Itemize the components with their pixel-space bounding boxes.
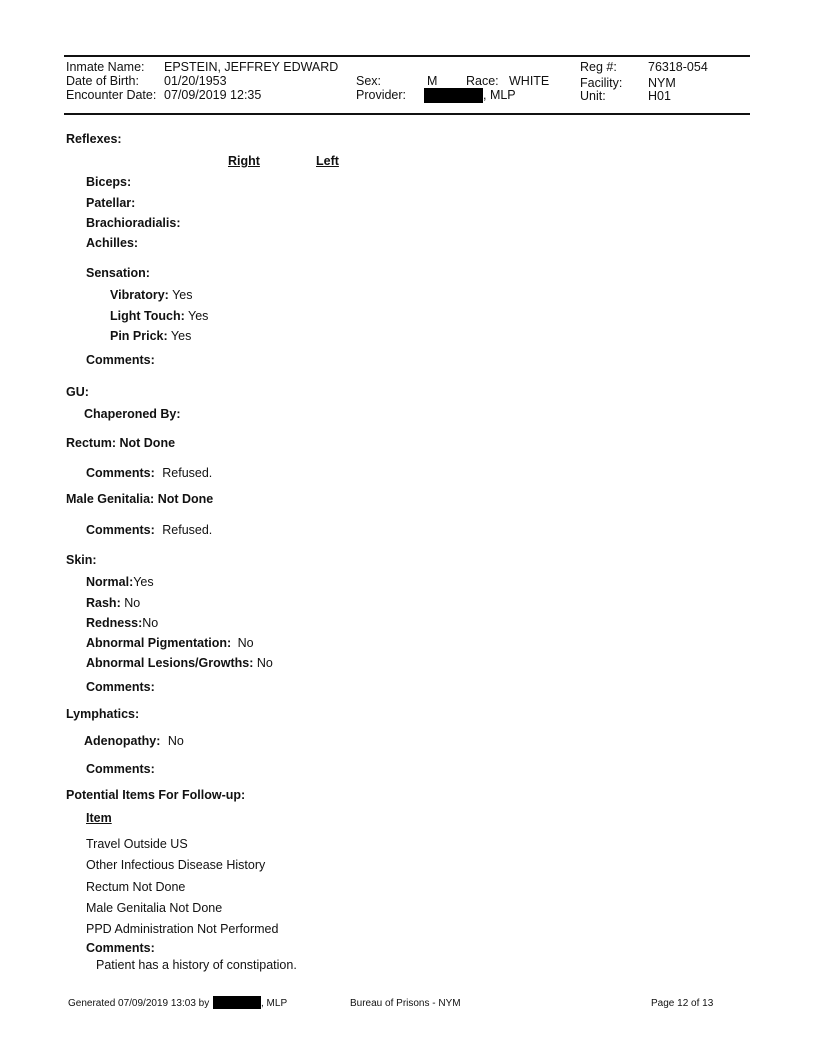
sensation-vibratory [110,288,192,302]
reg-value: 76318-054 [648,60,708,74]
skin-abnormal-lesions-value: No [256,656,273,670]
rectum-title: Rectum: Not Done [66,436,176,450]
inmate-name: EPSTEIN, JEFFREY EDWARD [164,60,339,74]
lymphatics-adenopathy [84,734,184,748]
footer-agency: Bureau of Prisons - NYM [350,998,461,1009]
sex-value: M [427,74,438,88]
facility-label: Facility: [580,76,623,90]
sensation-pin-prick [110,329,191,343]
reflexes-title: Reflexes: [66,132,122,146]
reflex-row-brachioradialis: Brachioradialis: [86,216,181,230]
skin-rash-value: No [124,596,141,610]
skin-rash [86,596,140,610]
race-value: WHITE [509,74,550,88]
skin-abnormal-lesions-label: Abnormal Lesions/Growths: [86,656,254,670]
lymphatics-comments-label: Comments: [86,762,155,776]
footer-generated-suffix: , MLP [261,998,288,1009]
lymphatics-adenopathy-value: No [167,734,184,748]
header-bottom-rule [64,113,750,115]
skin-redness-value: No [142,616,159,630]
sensation-title: Sensation: [86,266,150,280]
facility-value: NYM [648,76,676,90]
followup-title: Potential Items For Follow-up: [66,788,246,802]
header-top-rule [64,55,750,57]
sensation-comments-label: Comments: [86,353,155,367]
male-genitalia-title: Male Genitalia: Not Done [66,492,214,506]
sensation-light-touch-label: Light Touch: [110,309,185,323]
provider-redaction [424,88,483,103]
unit-value: H01 [648,89,671,103]
male-genitalia-comments-label: Comments: [86,523,155,537]
skin-rash-label: Rash: [86,596,121,610]
lymphatics-title: Lymphatics: [66,707,140,721]
reflexes-col-right: Right [228,154,260,168]
unit-label: Unit: [580,89,606,103]
followup-column-header: Item [86,811,112,825]
footer-page-number: Page 12 of 13 [651,998,714,1009]
reflexes-col-left: Left [316,154,339,168]
encounter-date: 07/09/2019 12:35 [164,88,262,102]
footer-generated-prefix: Generated 07/09/2019 13:03 by [68,998,210,1009]
skin-comments-label: Comments: [86,680,155,694]
sensation-light-touch-value: Yes [188,309,209,323]
sensation-pin-prick-value: Yes [170,329,192,343]
reflex-row-achilles: Achilles: [86,236,139,250]
followup-comments-text: Patient has a history of constipation. [96,958,297,972]
rectum-comments-value: Refused. [162,466,213,480]
skin-abnormal-pigmentation-label: Abnormal Pigmentation: [86,636,232,650]
lymphatics-adenopathy-label: Adenopathy: [84,734,161,748]
skin-title: Skin: [66,553,97,567]
reflex-row-biceps: Biceps: [86,175,132,189]
provider-label: Provider: [356,88,407,102]
sensation-vibratory-label: Vibratory: [110,288,169,302]
gu-title: GU: [66,385,89,399]
skin-normal-value: Yes [133,575,154,589]
sensation-vibratory-value: Yes [172,288,193,302]
followup-comments-label: Comments: [86,941,155,955]
followup-item-rectum: Rectum Not Done [86,880,186,894]
skin-normal-label: Normal: [86,575,134,589]
race-label: Race: [466,74,499,88]
sensation-pin-prick-label: Pin Prick: [110,329,168,343]
sex-label: Sex: [356,74,382,88]
dob-label: Date of Birth: [66,74,139,88]
dob-value: 01/20/1953 [164,74,227,88]
sensation-light-touch [110,309,208,323]
skin-abnormal-pigmentation [86,636,254,650]
followup-item-ppd: PPD Administration Not Performed [86,922,279,936]
inmate-name-label: Inmate Name: [66,60,145,74]
skin-redness-label: Redness: [86,616,143,630]
reflex-row-patellar: Patellar: [86,196,136,210]
followup-item-genitalia: Male Genitalia Not Done [86,901,223,915]
skin-abnormal-pigmentation-value: No [237,636,254,650]
skin-normal [86,575,154,589]
rectum-comments [86,466,212,480]
male-genitalia-comments [86,523,212,537]
skin-abnormal-lesions [86,656,273,670]
followup-item-travel: Travel Outside US [86,837,188,851]
encounter-date-label: Encounter Date: [66,88,157,102]
provider-suffix: , MLP [483,88,516,102]
rectum-comments-label: Comments: [86,466,155,480]
reg-label: Reg #: [580,60,617,74]
followup-item-infectious: Other Infectious Disease History [86,858,266,872]
footer-generated-redaction [213,996,261,1009]
gu-chaperoned-label: Chaperoned By: [84,407,181,421]
skin-redness [86,616,158,630]
male-genitalia-comments-value: Refused. [162,523,213,537]
